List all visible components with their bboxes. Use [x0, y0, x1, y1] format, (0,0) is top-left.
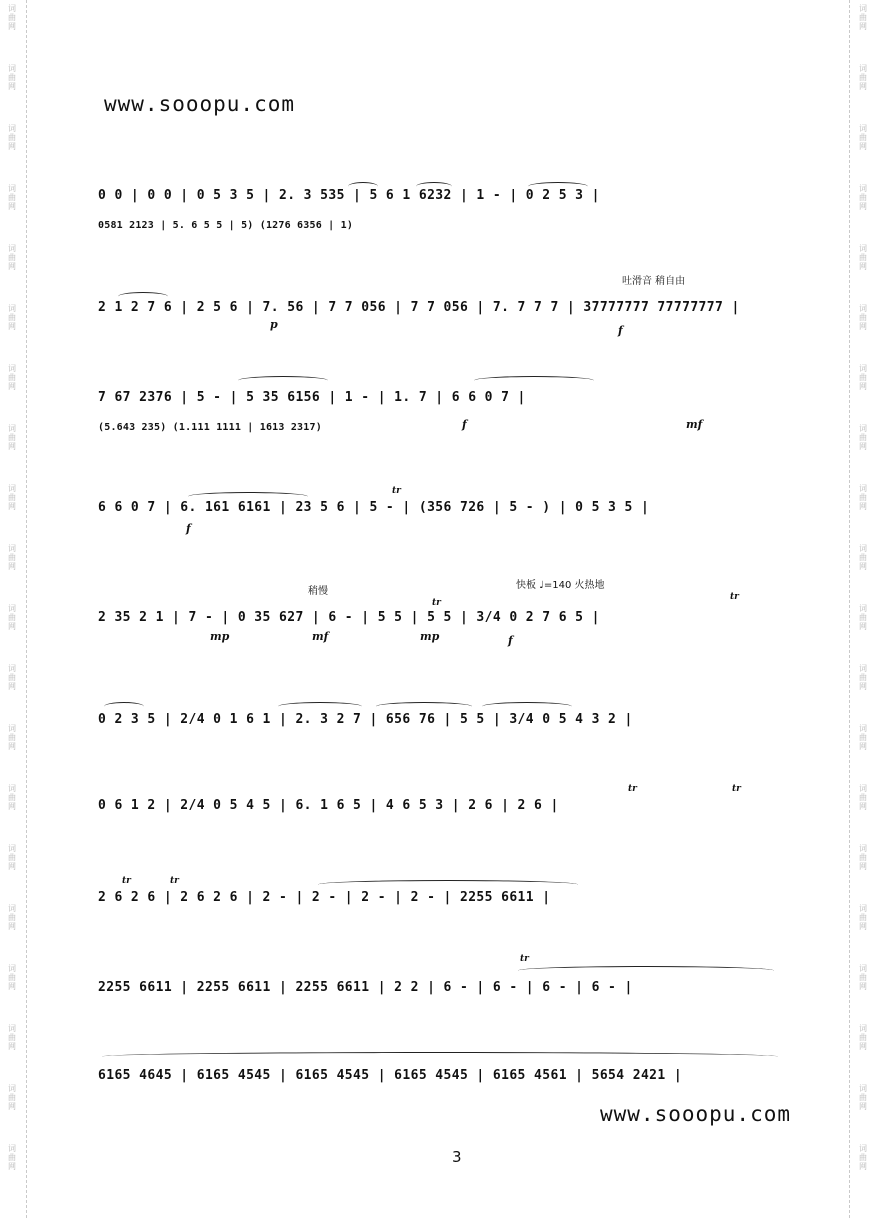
slur-mark: [278, 702, 362, 711]
slur-mark: [416, 182, 452, 191]
notation-accompaniment-line: (5.643 235) (1.111 1111 | 1613 2317): [98, 422, 322, 433]
watermark-glyph-column: 词 曲 网: [8, 4, 16, 31]
slur-mark: [102, 1052, 778, 1061]
slur-mark: [482, 702, 572, 711]
slur-mark: [474, 376, 594, 385]
watermark-glyph-column: 词 曲 网: [8, 964, 16, 991]
watermark-glyph-column: 词 曲 网: [859, 724, 867, 751]
notation-main-line: 6165 4645 | 6165 4545 | 6165 4545 | 6165 4545 | 6165 4561 | 5654 2421 |: [98, 1068, 683, 1083]
watermark-glyph-column: 词 曲 网: [8, 724, 16, 751]
slur-mark: [318, 880, 578, 889]
watermark-glyph-column: 词 曲 网: [8, 304, 16, 331]
watermark-glyph-column: 词 曲 网: [8, 904, 16, 931]
dynamic-marking: f: [462, 418, 467, 431]
trill-marking: tr: [520, 954, 529, 964]
notation-main-line: 0 0 | 0 0 | 0 5 3 5 | 2. 3 535 | 5 6 1 6232 | 1 - | 0 2 5 3 |: [98, 188, 600, 203]
watermark-glyph-column: 词 曲 网: [8, 124, 16, 151]
notation-main-line: 7 67 2376 | 5 - | 5 35 6156 | 1 - | 1. 7 | 6 6 0 7 |: [98, 390, 526, 405]
notation-main-line: 2 35 2 1 | 7 - | 0 35 627 | 6 - | 5 5 | 5 5 | 3/4 0 2 7 6 5 |: [98, 610, 600, 625]
slur-mark: [518, 966, 774, 975]
trill-marking: tr: [392, 486, 401, 496]
footer-site-url: www.sooopu.com: [600, 1102, 792, 1126]
watermark-glyph-column: 词 曲 网: [8, 544, 16, 571]
watermark-glyph-column: 词 曲 网: [859, 664, 867, 691]
trill-marking: tr: [732, 784, 741, 794]
trill-marking: tr: [628, 784, 637, 794]
notation-main-line: 2 1 2 7 6 | 2 5 6 | 7. 56 | 7 7 056 | 7 7 056 | 7. 7 7 7 | 37777777 77777777 |: [98, 300, 740, 315]
watermark-glyph-column: 词 曲 网: [8, 604, 16, 631]
watermark-glyph-column: 词 曲 网: [8, 184, 16, 211]
watermark-glyph-column: 词 曲 网: [859, 124, 867, 151]
watermark-glyph-column: 词 曲 网: [8, 484, 16, 511]
notation-main-line: 6 6 0 7 | 6. 161 6161 | 23 5 6 | 5 - | (356 726 | 5 - ) | 0 5 3 5 |: [98, 500, 650, 515]
watermark-glyph-column: 词 曲 网: [859, 844, 867, 871]
watermark-glyph-column: 词 曲 网: [859, 1084, 867, 1111]
dynamic-marking: f: [618, 324, 623, 337]
notation-main-line: 2 6 2 6 | 2 6 2 6 | 2 - | 2 - | 2 - | 2 - | 2255 6611 |: [98, 890, 551, 905]
watermark-glyph-column: 词 曲 网: [859, 184, 867, 211]
watermark-glyph-column: 词 曲 网: [859, 364, 867, 391]
watermark-glyph-column: 词 曲 网: [859, 244, 867, 271]
watermark-glyph-column: 词 曲 网: [859, 904, 867, 931]
slur-mark: [238, 376, 328, 385]
header-site-url: www.sooopu.com: [104, 92, 296, 116]
slur-mark: [528, 182, 588, 191]
notation-main-line: 2255 6611 | 2255 6611 | 2255 6611 | 2 2 | 6 - | 6 - | 6 - | 6 - |: [98, 980, 633, 995]
slur-mark: [348, 182, 378, 191]
watermark-glyph-column: 词 曲 网: [8, 64, 16, 91]
dynamic-marking: f: [186, 522, 191, 535]
trill-marking: tr: [170, 876, 179, 886]
performance-annotation: 吐滑音 稍自由: [622, 276, 686, 287]
watermark-glyph-column: 词 曲 网: [859, 484, 867, 511]
right-watermark-strip: [849, 0, 876, 1218]
watermark-glyph-column: 词 曲 网: [8, 424, 16, 451]
watermark-glyph-column: 词 曲 网: [859, 1144, 867, 1171]
notation-accompaniment-line: 0581 2123 | 5. 6 5 5 | 5) (1276 6356 | 1): [98, 220, 354, 231]
dynamic-marking: mf: [686, 418, 703, 431]
dynamic-marking: f: [508, 634, 513, 647]
watermark-glyph-column: 词 曲 网: [859, 304, 867, 331]
notation-main-line: 0 2 3 5 | 2/4 0 1 6 1 | 2. 3 2 7 | 656 76 | 5 5 | 3/4 0 5 4 3 2 |: [98, 712, 633, 727]
watermark-glyph-column: 词 曲 网: [8, 1024, 16, 1051]
tempo-annotation: 稍慢: [308, 586, 328, 597]
notation-main-line: 0 6 1 2 | 2/4 0 5 4 5 | 6. 1 6 5 | 4 6 5 3 | 2 6 | 2 6 |: [98, 798, 559, 813]
trill-marking: tr: [122, 876, 131, 886]
dynamic-marking: mp: [210, 630, 230, 643]
left-watermark-strip: [0, 0, 27, 1218]
dynamic-marking: p: [270, 318, 278, 331]
page-number: 3: [452, 1148, 462, 1166]
dynamic-marking: mf: [312, 630, 329, 643]
watermark-glyph-column: 词 曲 网: [8, 784, 16, 811]
watermark-glyph-column: 词 曲 网: [8, 844, 16, 871]
watermark-glyph-column: 词 曲 网: [859, 544, 867, 571]
watermark-glyph-column: 词 曲 网: [859, 604, 867, 631]
trill-marking: tr: [730, 592, 739, 602]
dynamic-marking: mp: [420, 630, 440, 643]
trill-marking: tr: [432, 598, 441, 608]
watermark-glyph-column: 词 曲 网: [859, 64, 867, 91]
watermark-glyph-column: 词 曲 网: [8, 364, 16, 391]
slur-mark: [104, 702, 144, 711]
watermark-glyph-column: 词 曲 网: [8, 1144, 16, 1171]
watermark-glyph-column: 词 曲 网: [8, 664, 16, 691]
watermark-glyph-column: 词 曲 网: [859, 964, 867, 991]
tempo-annotation: 快板 ♩=140 火热地: [516, 580, 605, 591]
watermark-glyph-column: 词 曲 网: [859, 1024, 867, 1051]
watermark-glyph-column: 词 曲 网: [859, 424, 867, 451]
watermark-glyph-column: 词 曲 网: [859, 4, 867, 31]
slur-mark: [118, 292, 168, 301]
watermark-glyph-column: 词 曲 网: [859, 784, 867, 811]
slur-mark: [376, 702, 472, 711]
slur-mark: [188, 492, 308, 501]
watermark-glyph-column: 词 曲 网: [8, 1084, 16, 1111]
watermark-glyph-column: 词 曲 网: [8, 244, 16, 271]
